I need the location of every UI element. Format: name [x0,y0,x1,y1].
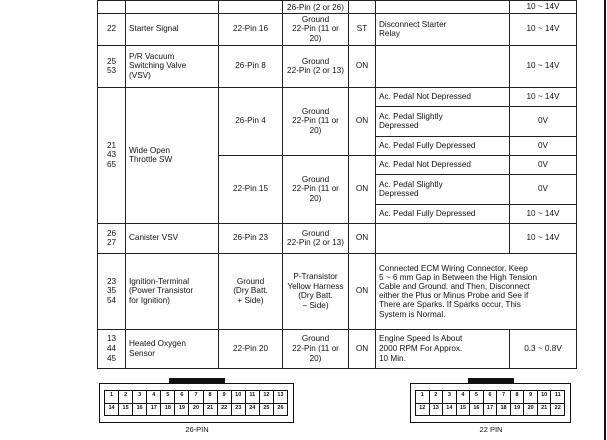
connector-pin: 18 [161,404,174,416]
row-number: 26 27 [98,223,126,253]
row-terminal: 22-Pin 15 [219,155,283,223]
connector-pin: 9 [524,391,537,403]
connector-26-pin [99,378,295,438]
row-state: ON [349,223,376,253]
row-number: 13 44 45 [98,329,126,368]
row-number: 21 43 65 [98,87,126,223]
row-terminal: Ground (Dry Batt. + Side) [219,253,283,329]
row-condition: Ground 22-Pin (11 or 20) [283,329,349,368]
row-voltage: 10 ~ 14V [510,204,577,223]
ecm-terminal-table [97,0,576,366]
table-row [98,13,577,45]
row-name: Canister VSV [126,223,219,253]
connector-pin: 22 [551,404,564,416]
row-state [349,1,376,14]
row-condition: Ground 22-Pin (2 or 13) [283,45,349,87]
connector-pin: 26 [274,404,287,416]
connector-pin: 14 [105,404,118,416]
connector-pin: 17 [147,404,160,416]
connector-pin: 5 [161,391,174,403]
row-description [376,223,510,253]
row-state: ON [349,329,376,368]
connector-pin: 10 [232,391,245,403]
row-condition: Ground 22-Pin (11 or 20) [283,13,349,45]
row-voltage: 0V [510,174,577,204]
connector-pin: 13 [430,404,443,416]
row-voltage: 10 ~ 14V [510,13,577,45]
connector-pin: 8 [204,391,217,403]
row-description: Ac. Pedal Fully Depressed [376,204,510,223]
connector-pin: 3 [133,391,146,403]
page-right-rule [604,0,606,440]
table-row [98,87,577,106]
row-condition: 26-Pin (2 or 26) [283,1,349,14]
row-voltage: 10 ~ 14V [510,223,577,253]
row-voltage: 10 ~ 14V [510,45,577,87]
row-description: Connected ECM Wiring Connector. Keep 5 ~ 6 mm Gap in Between the High Tension Cable and Ground. and Then, Disconnect either the Plus or Minus Probe and See if There are Sparks. If Sparks occur, This System is Normal. [376,253,577,329]
connector-pin: 7 [189,391,202,403]
connector-pin: 3 [443,391,456,403]
row-terminal: 26-Pin 4 [219,87,283,155]
connector-pin: 23 [232,404,245,416]
connector-pin: 19 [175,404,188,416]
row-voltage: 10 ~ 14V [510,1,577,14]
row-name: Starter Signal [126,13,219,45]
row-terminal: 26-Pin 23 [219,223,283,253]
connector-pin: 21 [204,404,217,416]
connector-pin: 12 [416,404,429,416]
connector-pin: 10 [538,391,551,403]
row-terminal: 22-Pin 16 [219,13,283,45]
row-description [376,1,510,14]
connector-pin: 24 [246,404,259,416]
connector-pin: 14 [443,404,456,416]
connector-pin: 12 [260,391,273,403]
row-description: Ac. Pedal Slightly Depressed [376,106,510,136]
row-name: Ignition-Terminal (Power Transistor for Ignition) [126,253,219,329]
connector-pin: 25 [260,404,273,416]
connector-pin: 2 [119,391,132,403]
row-state: ON [349,155,376,223]
row-terminal [219,1,283,14]
connector-pin: 21 [538,404,551,416]
row-voltage: 0V [510,155,577,174]
row-description: Ac. Pedal Fully Depressed [376,136,510,155]
connector-label: 22 PIN [479,425,503,434]
row-state: ST [349,13,376,45]
connector-pin: 22 [218,404,231,416]
connector-pin: 4 [147,391,160,403]
connector-pin: 2 [430,391,443,403]
row-voltage: 0V [510,106,577,136]
row-condition: Ground 22-Pin (11 or 20) [283,155,349,223]
table-row [98,1,577,14]
connector-pin-grid [415,390,565,416]
row-terminal: 26-Pin 8 [219,45,283,87]
connector-pin: 6 [484,391,497,403]
connector-pin: 4 [457,391,470,403]
connector-pin: 6 [175,391,188,403]
row-voltage: 10 ~ 14V [510,87,577,106]
row-number: 22 [98,13,126,45]
row-condition: Ground 22-Pin (2 or 13) [283,223,349,253]
connector-pin: 18 [497,404,510,416]
connector-label: 26-PIN [185,425,209,434]
table-row [98,223,577,253]
connector-pin: 15 [457,404,470,416]
row-name [126,1,219,14]
row-name: Heated Oxygen Sensor [126,329,219,368]
row-number: 23 35 54 [98,253,126,329]
connector-22-pin [410,378,572,438]
row-state: ON [349,45,376,87]
connector-pin: 11 [246,391,259,403]
row-number [98,1,126,14]
row-condition: Ground 22-Pin (11 or 20) [283,87,349,155]
connector-pin: 7 [497,391,510,403]
row-description [376,45,510,87]
table-row [98,45,577,87]
connector-pin: 11 [551,391,564,403]
row-name: P/R Vacuum Switching Valve (VSV) [126,45,219,87]
connector-pin: 5 [470,391,483,403]
connector-pin: 16 [470,404,483,416]
connector-pin: 20 [189,404,202,416]
row-state: ON [349,253,376,329]
connector-pin: 8 [511,391,524,403]
row-description: Ac. Pedal Not Depressed [376,155,510,174]
row-condition: P-Transistor Yellow Harness (Dry Batt. − Side) [283,253,349,329]
connector-pin: 1 [416,391,429,403]
connector-pin: 16 [133,404,146,416]
row-state: ON [349,87,376,155]
row-number: 25 53 [98,45,126,87]
connector-pin: 13 [274,391,287,403]
row-description: Ac. Pedal Not Depressed [376,87,510,106]
connector-pin-grid [104,390,288,416]
connector-pin: 9 [218,391,231,403]
connector-pin: 20 [524,404,537,416]
row-description: Engine Speed Is About 2000 RPM For Approx. 10 Min. [376,329,510,368]
row-voltage: 0V [510,136,577,155]
connector-pin: 15 [119,404,132,416]
connector-pin: 19 [511,404,524,416]
row-voltage: 0.3 ~ 0.8V [510,329,577,368]
connector-pin: 17 [484,404,497,416]
table-row [98,329,577,368]
terminal-voltage-table [97,0,577,369]
row-description: Ac. Pedal Slightly Depressed [376,174,510,204]
table-row [98,253,577,329]
connector-pin: 1 [105,391,118,403]
row-terminal: 22-Pin 20 [219,329,283,368]
row-description: Disconnect Starter Relay [376,13,510,45]
row-name: Wide Open Throttle SW [126,87,219,223]
